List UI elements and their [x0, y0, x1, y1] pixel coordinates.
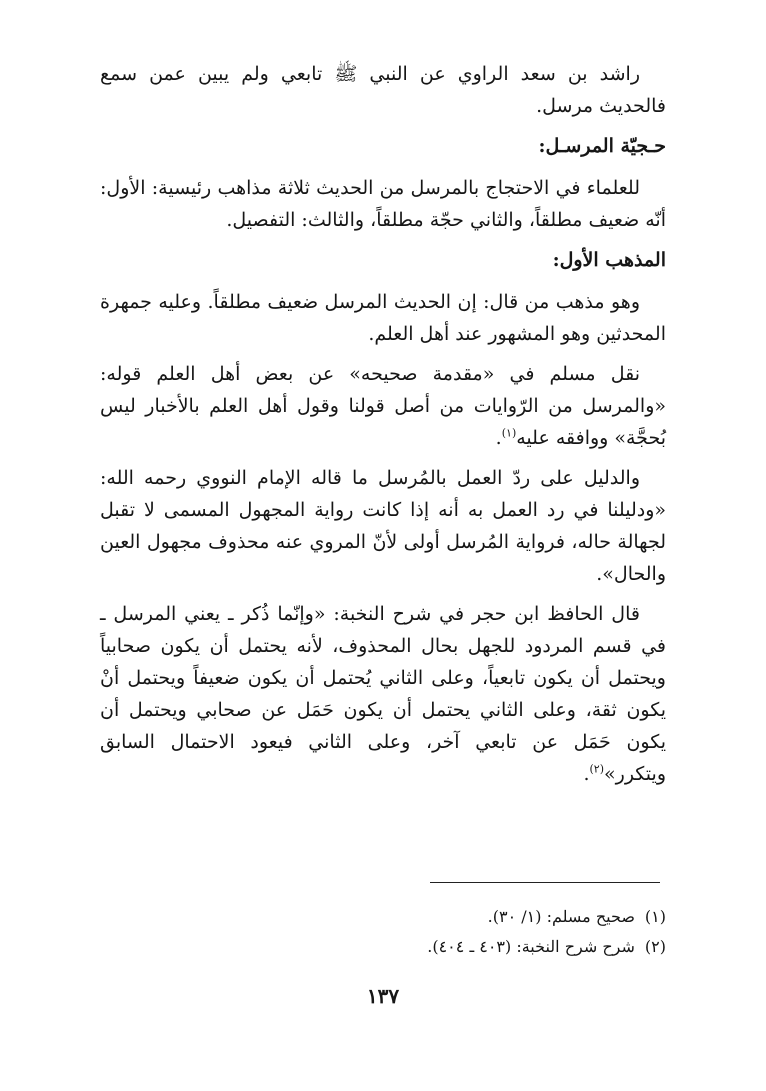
muslim-quote-end: . — [495, 427, 502, 449]
paragraph-weak-absolutely: وهو مذهب من قال: إن الحديث المرسل ضعيف مطلقاً. وعليه جمهرة المحدثين وهو المشهور عند أهل العلم. — [100, 291, 666, 345]
footnote-text: صحيح مسلم: (١/ ٣٠). — [487, 907, 635, 926]
heading-hujjiyat-al-mursal: حـجيّة المرسـل: — [538, 135, 666, 157]
heading-first-school: المذهب الأول: — [552, 249, 666, 271]
footnote-ref-1: (١) — [501, 426, 517, 440]
paragraph-rashid: راشد بن سعد الراوي عن النبي ﷺ تابعي ولم يبين عمن سمع فالحديث مرسل. — [100, 63, 666, 117]
footnote-ref-2: (٢) — [589, 762, 605, 776]
paragraph-muslim-quote — [100, 358, 666, 454]
footnotes — [100, 902, 666, 962]
paragraph-three-schools: للعلماء في الاحتجاج بالمرسل من الحديث ثلاثة مذاهب رئيسية: الأول: أنّه ضعيف مطلقاً، والثاني حجّة مطلقاً، والثالث: التفصيل. — [100, 177, 666, 231]
page-number: ١٣٧ — [366, 984, 400, 1008]
paragraph-nawawi-evidence: والدليل على ردّ العمل بالمُرسل ما قاله الإمام النووي رحمه الله: «ودليلنا في رد العمل به أنه إذا كانت رواية المجهول المسمى لا تقبل لجهالة حاله، فرواية المُرسل أولى لأنّ المروي عنه محذوف مجهول العين والحال». — [100, 467, 666, 585]
footnote-text: شرح شرح النخبة: (٤٠٣ ـ ٤٠٤). — [427, 937, 635, 956]
footnote-number: (٢) — [644, 937, 666, 956]
footnote-2 — [100, 932, 666, 962]
page-body — [100, 58, 666, 798]
footnote-1 — [100, 902, 666, 932]
paragraph-ibn-hajar — [100, 598, 666, 790]
ibn-hajar-end: . — [583, 763, 590, 785]
muslim-quote-text: نقل مسلم في «مقدمة صحيحه» عن بعض أهل العلم قوله: «والمرسل من الرّوايات من أصل قولنا وقول أهل العلم بالأخبار ليس بُحجَّة» ووافقه عليه — [100, 363, 666, 449]
footnote-separator — [430, 882, 660, 883]
footnote-number: (١) — [644, 907, 666, 926]
ibn-hajar-text: قال الحافظ ابن حجر في شرح النخبة: «وإنّما ذُكر ـ يعني المرسل ـ في قسم المردود للجهل بحال المحذوف، لأنه يحتمل أن يكون صحابياً ويحتمل أن يكون تابعياً، وعلى الثاني يُحتمل أن يكون ضعيفاً ويحتمل أنْ يكون ثقة، وعلى الثاني يحتمل أن يكون حَمَل عن صحابي ويحتمل أن يكون حَمَل عن تابعي آخر، وعلى الثاني فيعود الاحتمال السابق ويتكرر» — [100, 603, 666, 785]
